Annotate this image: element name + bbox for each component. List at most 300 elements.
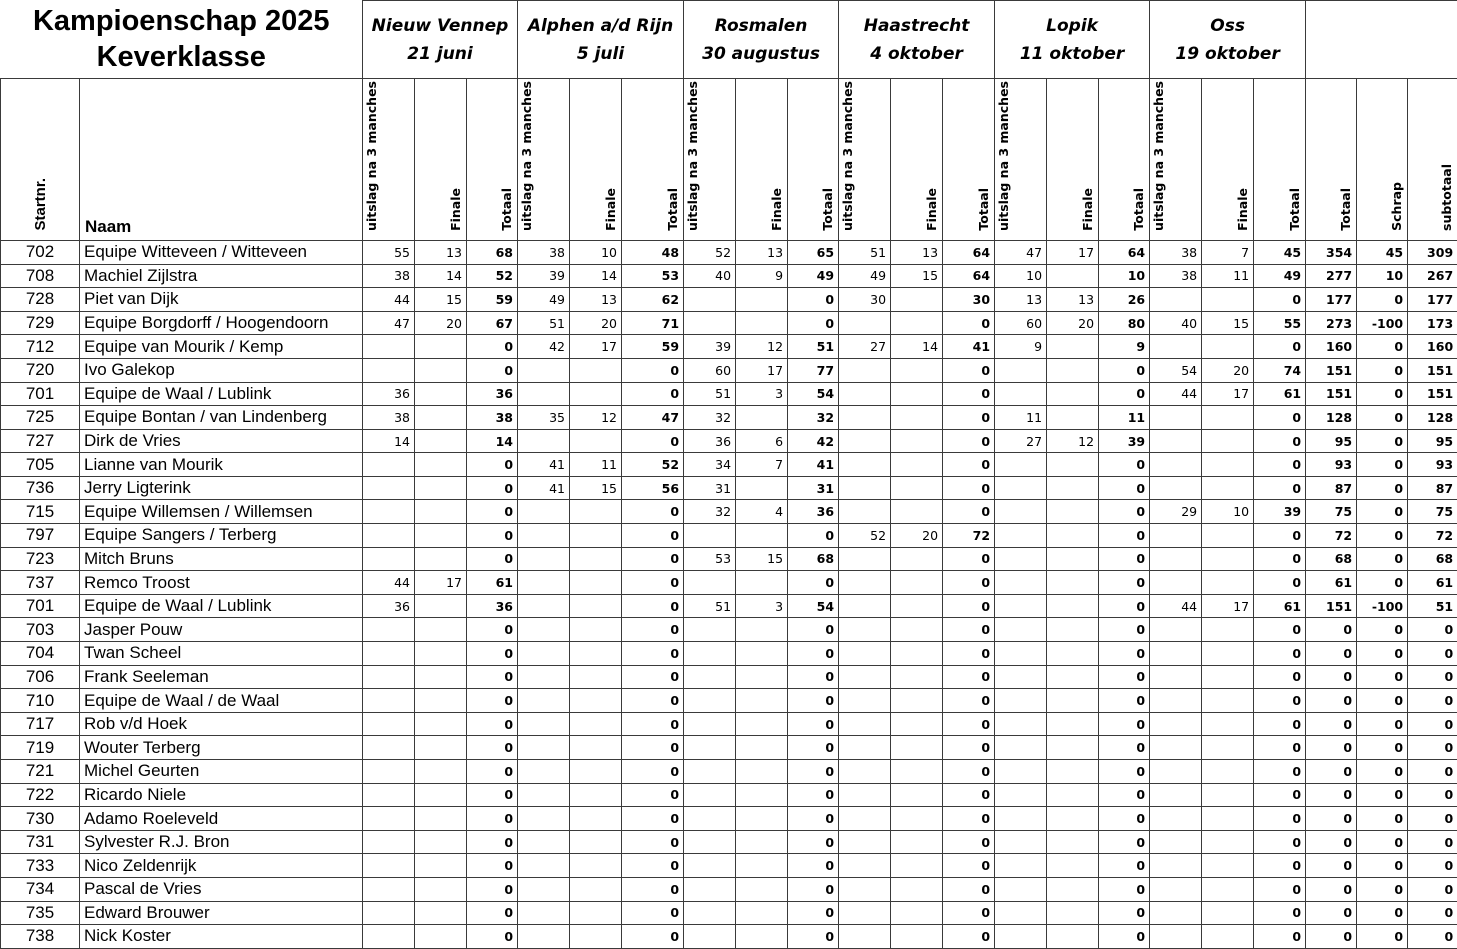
subtotaal-cell: 93 — [1408, 453, 1457, 477]
uitslag-cell — [684, 288, 736, 312]
uitslag-cell: 11 — [995, 406, 1047, 430]
finale-cell — [570, 594, 622, 618]
event-totaal-cell: 26 — [1099, 288, 1150, 312]
finale-cell — [736, 854, 788, 878]
uitslag-cell — [995, 830, 1047, 854]
uitslag-cell — [1150, 736, 1202, 760]
uitslag-cell — [363, 807, 415, 831]
uitslag-cell: 36 — [684, 429, 736, 453]
table-row — [1, 901, 1457, 925]
column-header-totaal-label: Totaal — [1131, 186, 1146, 235]
uitslag-cell — [839, 358, 891, 382]
uitslag-cell — [839, 689, 891, 713]
event-totaal-cell: 0 — [1254, 524, 1306, 548]
event-totaal-cell: 0 — [467, 760, 518, 784]
event-totaal-cell: 0 — [622, 854, 684, 878]
event-totaal-cell: 74 — [1254, 358, 1306, 382]
uitslag-cell — [518, 854, 570, 878]
schrap-cell: 0 — [1357, 642, 1408, 666]
event-totaal-cell: 65 — [788, 240, 839, 264]
finale-cell — [1047, 335, 1099, 359]
uitslag-cell — [684, 665, 736, 689]
uitslag-cell — [1150, 642, 1202, 666]
column-header-row — [1, 79, 1457, 241]
finale-cell — [736, 406, 788, 430]
event-totaal-cell: 0 — [943, 429, 995, 453]
uitslag-cell — [518, 807, 570, 831]
uitslag-cell: 49 — [518, 288, 570, 312]
uitslag-cell — [363, 877, 415, 901]
uitslag-cell — [518, 429, 570, 453]
uitslag-cell — [363, 901, 415, 925]
column-header-totaal-label: Totaal — [820, 186, 835, 235]
finale-cell — [415, 524, 467, 548]
uitslag-cell: 40 — [1150, 311, 1202, 335]
event-place: Rosmalen — [684, 12, 838, 40]
finale-cell — [1202, 453, 1254, 477]
event-totaal-cell: 0 — [467, 335, 518, 359]
uitslag-cell — [1150, 618, 1202, 642]
grand-totaal-cell: 151 — [1306, 594, 1357, 618]
finale-cell — [736, 925, 788, 949]
column-header-totaal — [622, 79, 684, 241]
event-totaal-cell: 0 — [943, 760, 995, 784]
finale-cell: 20 — [570, 311, 622, 335]
finale-cell: 11 — [1202, 264, 1254, 288]
event-totaal-cell: 62 — [622, 288, 684, 312]
name-cell: Remco Troost — [80, 571, 363, 595]
event-totaal-cell: 9 — [1099, 335, 1150, 359]
name-cell: Ricardo Niele — [80, 783, 363, 807]
event-totaal-cell: 41 — [788, 453, 839, 477]
uitslag-cell — [363, 618, 415, 642]
schrap-cell: -100 — [1357, 311, 1408, 335]
event-place: Lopik — [995, 12, 1149, 40]
finale-cell — [1047, 406, 1099, 430]
uitslag-cell — [995, 807, 1047, 831]
finale-cell: 12 — [736, 335, 788, 359]
uitslag-cell — [995, 854, 1047, 878]
event-totaal-cell: 0 — [788, 288, 839, 312]
grand-totaal-cell: 75 — [1306, 500, 1357, 524]
uitslag-cell — [995, 760, 1047, 784]
uitslag-cell: 14 — [363, 429, 415, 453]
column-header-totaal-label: Totaal — [499, 186, 514, 235]
grand-totaal-cell: 61 — [1306, 571, 1357, 595]
event-totaal-cell: 64 — [1099, 240, 1150, 264]
finale-cell — [570, 783, 622, 807]
uitslag-cell — [839, 547, 891, 571]
finale-cell — [570, 547, 622, 571]
finale-cell — [1047, 877, 1099, 901]
event-header — [1150, 1, 1306, 79]
event-totaal-cell: 0 — [1254, 712, 1306, 736]
name-cell: Frank Seeleman — [80, 665, 363, 689]
uitslag-cell — [839, 382, 891, 406]
uitslag-cell — [684, 830, 736, 854]
uitslag-cell — [518, 594, 570, 618]
uitslag-cell — [839, 712, 891, 736]
finale-cell — [1202, 689, 1254, 713]
event-totaal-cell: 0 — [467, 665, 518, 689]
uitslag-cell — [839, 406, 891, 430]
uitslag-cell — [995, 665, 1047, 689]
event-totaal-cell: 0 — [467, 689, 518, 713]
finale-cell — [415, 736, 467, 760]
event-totaal-cell: 11 — [1099, 406, 1150, 430]
event-totaal-cell: 0 — [467, 783, 518, 807]
uitslag-cell — [839, 311, 891, 335]
uitslag-cell — [1150, 830, 1202, 854]
finale-cell — [1202, 736, 1254, 760]
name-cell: Jerry Ligterink — [80, 476, 363, 500]
uitslag-cell: 53 — [684, 547, 736, 571]
finale-cell — [415, 760, 467, 784]
event-header — [684, 1, 839, 79]
subtotaal-cell: 128 — [1408, 406, 1457, 430]
uitslag-cell — [684, 877, 736, 901]
table-row — [1, 406, 1457, 430]
table-row — [1, 264, 1457, 288]
event-totaal-cell: 0 — [622, 382, 684, 406]
finale-cell: 14 — [891, 335, 943, 359]
uitslag-cell: 38 — [363, 406, 415, 430]
startnr-cell: 701 — [1, 382, 80, 406]
name-cell: Adamo Roeleveld — [80, 807, 363, 831]
name-cell: Equipe Sangers / Terberg — [80, 524, 363, 548]
startnr-cell: 731 — [1, 830, 80, 854]
finale-cell: 9 — [736, 264, 788, 288]
table-body — [1, 240, 1457, 948]
uitslag-cell — [839, 500, 891, 524]
column-header-finale — [570, 79, 622, 241]
name-cell: Jasper Pouw — [80, 618, 363, 642]
finale-cell — [1202, 288, 1254, 312]
uitslag-cell — [684, 524, 736, 548]
column-header-grand-totaal — [1306, 79, 1357, 241]
event-totaal-cell: 0 — [943, 854, 995, 878]
uitslag-cell — [684, 760, 736, 784]
event-totaal-cell: 0 — [1099, 925, 1150, 949]
event-totaal-cell: 80 — [1099, 311, 1150, 335]
event-totaal-cell: 0 — [943, 689, 995, 713]
schrap-cell: 0 — [1357, 429, 1408, 453]
startnr-cell: 701 — [1, 594, 80, 618]
finale-cell — [736, 760, 788, 784]
event-totaal-cell: 0 — [622, 665, 684, 689]
finale-cell — [415, 358, 467, 382]
subtotaal-cell: 0 — [1408, 642, 1457, 666]
table-row — [1, 712, 1457, 736]
column-header-finale — [415, 79, 467, 241]
event-totaal-cell: 0 — [1099, 547, 1150, 571]
event-totaal-cell: 0 — [467, 901, 518, 925]
event-totaal-cell: 0 — [788, 901, 839, 925]
uitslag-cell — [995, 736, 1047, 760]
event-totaal-cell: 0 — [1099, 736, 1150, 760]
event-totaal-cell: 0 — [1254, 335, 1306, 359]
schrap-cell: 0 — [1357, 901, 1408, 925]
name-cell: Rob v/d Hoek — [80, 712, 363, 736]
uitslag-cell: 39 — [518, 264, 570, 288]
event-totaal-cell: 61 — [1254, 594, 1306, 618]
uitslag-cell: 29 — [1150, 500, 1202, 524]
startnr-cell: 737 — [1, 571, 80, 595]
finale-cell — [891, 925, 943, 949]
startnr-cell: 728 — [1, 288, 80, 312]
uitslag-cell — [363, 500, 415, 524]
finale-cell — [1047, 665, 1099, 689]
event-totaal-cell: 0 — [1254, 406, 1306, 430]
startnr-cell: 725 — [1, 406, 80, 430]
event-totaal-cell: 0 — [1099, 783, 1150, 807]
uitslag-cell — [995, 571, 1047, 595]
uitslag-cell — [839, 854, 891, 878]
uitslag-cell: 39 — [684, 335, 736, 359]
event-totaal-cell: 0 — [943, 712, 995, 736]
uitslag-cell — [839, 429, 891, 453]
column-header-totaal — [467, 79, 518, 241]
column-header-finale — [1202, 79, 1254, 241]
finale-cell: 14 — [570, 264, 622, 288]
finale-cell — [1202, 665, 1254, 689]
event-totaal-cell: 0 — [943, 358, 995, 382]
uitslag-cell: 36 — [363, 594, 415, 618]
event-totaal-cell: 0 — [788, 524, 839, 548]
uitslag-cell — [995, 382, 1047, 406]
finale-cell — [891, 594, 943, 618]
finale-cell — [570, 736, 622, 760]
finale-cell: 7 — [1202, 240, 1254, 264]
grand-totaal-cell: 87 — [1306, 476, 1357, 500]
event-totaal-cell: 0 — [943, 406, 995, 430]
startnr-cell: 705 — [1, 453, 80, 477]
finale-cell — [1047, 760, 1099, 784]
event-totaal-cell: 0 — [1254, 807, 1306, 831]
column-header-uitslag-label: uitslag na 3 manches — [996, 79, 1011, 235]
table-row — [1, 288, 1457, 312]
grand-totaal-cell: 0 — [1306, 807, 1357, 831]
column-header-startnr — [1, 79, 80, 241]
name-cell: Twan Scheel — [80, 642, 363, 666]
event-totaal-cell: 0 — [1099, 642, 1150, 666]
uitslag-cell — [518, 665, 570, 689]
finale-cell: 15 — [891, 264, 943, 288]
name-cell: Nick Koster — [80, 925, 363, 949]
uitslag-cell — [995, 642, 1047, 666]
table-row — [1, 500, 1457, 524]
event-totaal-cell: 48 — [622, 240, 684, 264]
uitslag-cell — [1150, 547, 1202, 571]
event-header — [995, 1, 1150, 79]
column-header-totaal — [788, 79, 839, 241]
event-totaal-cell: 31 — [788, 476, 839, 500]
table-row — [1, 594, 1457, 618]
uitslag-cell — [839, 760, 891, 784]
name-cell: Equipe Witteveen / Witteveen — [80, 240, 363, 264]
uitslag-cell — [684, 571, 736, 595]
finale-cell — [891, 665, 943, 689]
uitslag-cell — [839, 476, 891, 500]
subtotaal-cell: 0 — [1408, 925, 1457, 949]
uitslag-cell: 10 — [995, 264, 1047, 288]
finale-cell — [891, 830, 943, 854]
event-totaal-cell: 51 — [788, 335, 839, 359]
finale-cell: 17 — [415, 571, 467, 595]
finale-cell: 13 — [570, 288, 622, 312]
uitslag-cell — [1150, 406, 1202, 430]
uitslag-cell — [1150, 877, 1202, 901]
uitslag-cell: 9 — [995, 335, 1047, 359]
event-totaal-cell: 64 — [943, 240, 995, 264]
finale-cell — [891, 807, 943, 831]
event-totaal-cell: 42 — [788, 429, 839, 453]
column-header-totaal — [943, 79, 995, 241]
schrap-cell: 0 — [1357, 571, 1408, 595]
event-date: 19 oktober — [1150, 40, 1305, 68]
grand-totaal-cell: 277 — [1306, 264, 1357, 288]
subtotaal-cell: 68 — [1408, 547, 1457, 571]
event-date: 11 oktober — [995, 40, 1149, 68]
name-cell: Equipe de Waal / Lublink — [80, 382, 363, 406]
event-totaal-cell: 0 — [1099, 500, 1150, 524]
finale-cell — [736, 311, 788, 335]
finale-cell — [1047, 476, 1099, 500]
event-totaal-cell: 0 — [622, 760, 684, 784]
uitslag-cell — [363, 712, 415, 736]
event-totaal-cell: 53 — [622, 264, 684, 288]
name-cell: Machiel Zijlstra — [80, 264, 363, 288]
name-cell: Dirk de Vries — [80, 429, 363, 453]
grand-totaal-cell: 0 — [1306, 760, 1357, 784]
name-cell: Equipe de Waal / de Waal — [80, 689, 363, 713]
event-totaal-cell: 0 — [467, 524, 518, 548]
column-header-totaal-label: Totaal — [976, 186, 991, 235]
uitslag-cell — [839, 665, 891, 689]
uitslag-cell — [995, 877, 1047, 901]
uitslag-cell: 32 — [684, 500, 736, 524]
column-header-schrap-label: Schrap — [1389, 180, 1404, 235]
uitslag-cell — [518, 524, 570, 548]
finale-cell — [415, 642, 467, 666]
event-totaal-cell: 0 — [943, 901, 995, 925]
uitslag-cell — [1150, 335, 1202, 359]
schrap-cell: 0 — [1357, 807, 1408, 831]
finale-cell — [736, 901, 788, 925]
finale-cell — [570, 571, 622, 595]
finale-cell — [891, 571, 943, 595]
event-totaal-cell: 0 — [622, 877, 684, 901]
finale-cell — [891, 760, 943, 784]
uitslag-cell: 44 — [1150, 594, 1202, 618]
uitslag-cell — [1150, 429, 1202, 453]
event-totaal-cell: 0 — [622, 358, 684, 382]
schrap-cell: 0 — [1357, 618, 1408, 642]
uitslag-cell — [518, 830, 570, 854]
column-header-uitslag — [995, 79, 1047, 241]
finale-cell — [415, 547, 467, 571]
uitslag-cell — [518, 712, 570, 736]
finale-cell — [891, 500, 943, 524]
subtotaal-cell: 0 — [1408, 618, 1457, 642]
table-row — [1, 925, 1457, 949]
event-header-row — [1, 1, 1457, 79]
finale-cell: 15 — [570, 476, 622, 500]
uitslag-cell — [518, 760, 570, 784]
uitslag-cell: 52 — [684, 240, 736, 264]
column-header-totaal-label: Totaal — [665, 186, 680, 235]
event-totaal-cell: 54 — [788, 382, 839, 406]
event-totaal-cell: 0 — [622, 783, 684, 807]
subtotaal-cell: 0 — [1408, 665, 1457, 689]
finale-cell — [1202, 571, 1254, 595]
finale-cell — [891, 689, 943, 713]
finale-cell — [415, 406, 467, 430]
uitslag-cell — [684, 618, 736, 642]
name-cell: Michel Geurten — [80, 760, 363, 784]
uitslag-cell — [363, 524, 415, 548]
startnr-cell: 729 — [1, 311, 80, 335]
name-cell: Equipe Bontan / van Lindenberg — [80, 406, 363, 430]
uitslag-cell: 30 — [839, 288, 891, 312]
table-row — [1, 571, 1457, 595]
finale-cell — [736, 618, 788, 642]
table-row — [1, 689, 1457, 713]
finale-cell — [891, 358, 943, 382]
event-totaal-cell: 72 — [943, 524, 995, 548]
event-totaal-cell: 0 — [943, 925, 995, 949]
finale-cell: 12 — [570, 406, 622, 430]
column-header-finale-label: Finale — [924, 186, 939, 235]
finale-cell — [1202, 524, 1254, 548]
finale-cell — [1202, 547, 1254, 571]
finale-cell — [1047, 500, 1099, 524]
event-totaal-cell: 0 — [788, 311, 839, 335]
table-row — [1, 830, 1457, 854]
schrap-cell: 0 — [1357, 665, 1408, 689]
uitslag-cell: 38 — [363, 264, 415, 288]
uitslag-cell — [1150, 807, 1202, 831]
finale-cell: 12 — [1047, 429, 1099, 453]
startnr-cell: 797 — [1, 524, 80, 548]
event-totaal-cell: 0 — [788, 571, 839, 595]
subtotaal-cell: 0 — [1408, 901, 1457, 925]
name-cell: Mitch Bruns — [80, 547, 363, 571]
finale-cell — [891, 901, 943, 925]
grand-totaal-cell: 68 — [1306, 547, 1357, 571]
finale-cell: 20 — [1202, 358, 1254, 382]
event-totaal-cell: 0 — [622, 524, 684, 548]
column-header-grand-totaal-label: Totaal — [1338, 186, 1353, 235]
event-totaal-cell: 0 — [943, 382, 995, 406]
finale-cell — [1202, 925, 1254, 949]
event-totaal-cell: 0 — [467, 712, 518, 736]
table-row — [1, 807, 1457, 831]
finale-cell: 17 — [736, 358, 788, 382]
uitslag-cell — [839, 594, 891, 618]
event-totaal-cell: 59 — [467, 288, 518, 312]
finale-cell: 17 — [570, 335, 622, 359]
title-line-1: Kampioenschap 2025 — [1, 3, 363, 39]
uitslag-cell — [1150, 689, 1202, 713]
finale-cell — [891, 854, 943, 878]
uitslag-cell: 55 — [363, 240, 415, 264]
event-totaal-cell: 0 — [788, 854, 839, 878]
column-header-schrap — [1357, 79, 1408, 241]
event-totaal-cell: 0 — [1099, 854, 1150, 878]
uitslag-cell — [518, 925, 570, 949]
finale-cell — [415, 429, 467, 453]
